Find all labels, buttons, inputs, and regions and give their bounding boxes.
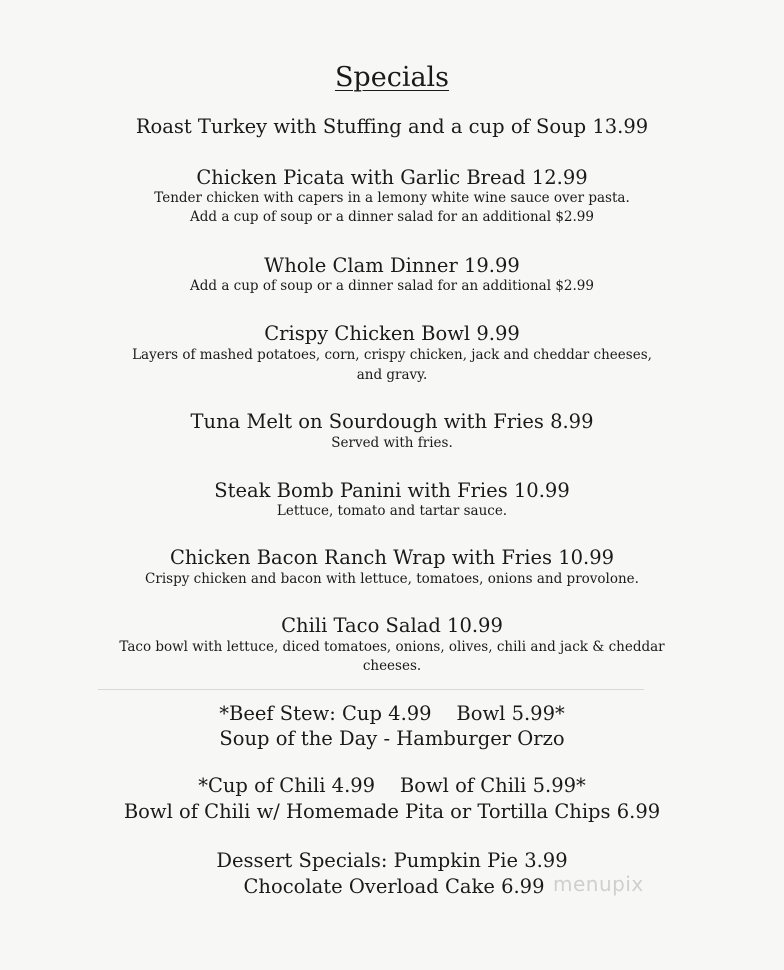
item-name: Tuna Melt on Sourdough with Fries 8.99: [190, 410, 594, 433]
soup-line: Soup of the Day - Hamburger Orzo: [219, 727, 565, 750]
item-name: Whole Clam Dinner 19.99: [264, 254, 520, 277]
section-divider: [98, 689, 644, 690]
item-description: Crispy chicken and bacon with lettuce, tomatoes, onions and provolone.: [145, 571, 639, 587]
item-name: Roast Turkey with Stuffing and a cup of Soup 13.99: [135, 115, 649, 138]
item-description: Tender chicken with capers in a lemony white wine sauce over pasta.: [154, 190, 630, 206]
dessert-line: Dessert Specials: Pumpkin Pie 3.99: [216, 849, 568, 872]
item-name: Crispy Chicken Bowl 9.99: [264, 322, 520, 345]
item-description: Add a cup of soup or a dinner salad for an additional $2.99: [190, 278, 594, 294]
item-name: Chili Taco Salad 10.99: [281, 614, 503, 637]
item-description: Lettuce, tomato and tartar sauce.: [276, 503, 508, 519]
watermark-logo: menupix: [553, 872, 644, 896]
item-description: Served with fries.: [331, 435, 453, 451]
soup-line: Bowl of Chili w/ Homemade Pita or Tortilla Chips 6.99: [123, 800, 661, 823]
item-description: and gravy.: [356, 367, 428, 383]
item-name: Chicken Bacon Ranch Wrap with Fries 10.99: [169, 546, 615, 569]
item-description: Taco bowl with lettuce, diced tomatoes, onions, olives, chili and jack & cheddar: [119, 639, 665, 655]
item-name: Chicken Picata with Garlic Bread 12.99: [196, 166, 588, 189]
item-description: Layers of mashed potatoes, corn, crispy chicken, jack and cheddar cheeses,: [132, 347, 652, 363]
menu-title: Specials: [334, 62, 450, 93]
item-description: cheeses.: [362, 658, 422, 674]
soup-line: *Cup of Chili 4.99 Bowl of Chili 5.99*: [198, 774, 586, 797]
soup-line: *Beef Stew: Cup 4.99 Bowl 5.99*: [219, 702, 565, 725]
item-name: Steak Bomb Panini with Fries 10.99: [214, 479, 570, 502]
item-description: Add a cup of soup or a dinner salad for an additional $2.99: [190, 209, 594, 225]
dessert-line: Chocolate Overload Cake 6.99: [243, 875, 545, 898]
